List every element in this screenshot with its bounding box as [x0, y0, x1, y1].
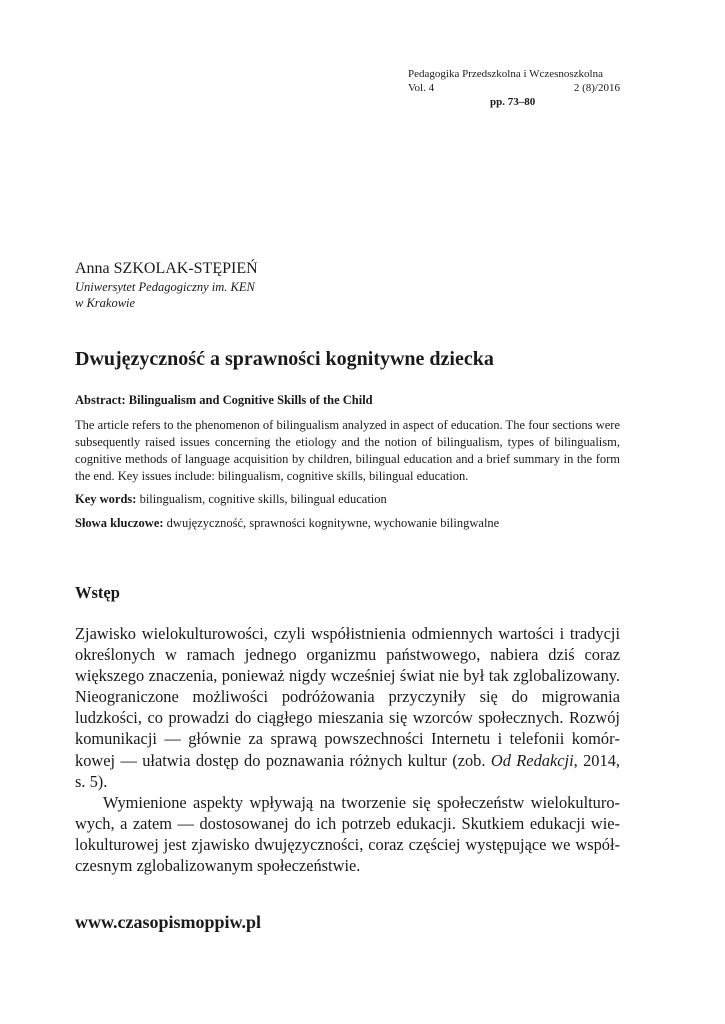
abstract-block	[75, 392, 620, 539]
author-block	[75, 259, 635, 311]
paragraph-1-text-b: , 2014, s. 5).	[75, 750, 620, 791]
slowa-kluczowe-line	[75, 515, 620, 532]
citation-od-redakcji: Od Redakcji	[490, 750, 574, 770]
article-title: Dwujęzyczność a sprawności kognitywne dziecka	[75, 348, 494, 370]
section-title: Wstęp	[75, 583, 120, 602]
volume-issue-row	[408, 81, 620, 95]
keywords-line	[75, 491, 620, 508]
abstract-body: The article refers to the phenomenon of bilingualism analyzed in aspect of education. The four sections were subsequently raised issues concerning the etiology and the notion of bilingualism, types of bilingualism, cognitive methods of language acquisition by children, bilingual education and a brief summary in the form the end. Key issues include: bilingualism, cognitive skills, bilingual education.	[75, 418, 620, 483]
paragraph-2: Wymienione aspekty wpływają na tworzenie się społeczeństw wielokulturowych, a zatem — dostosowanej do ich potrzeb edukacji. Skutkiem edukacji wielokulturowej jest zjawisko dwujęzyczności, coraz częściej występujące we współczesnym zglobalizowanym społeczeństwie.	[75, 792, 620, 876]
author-name: Anna SZKOLAK-STĘPIEŃ	[75, 260, 258, 277]
journal-header	[408, 67, 620, 109]
author-affiliation-line2: w Krakowie	[75, 296, 136, 310]
journal-name: Pedagogika Przedszkolna i Wczesnoszkolna	[408, 68, 603, 80]
abstract-heading: Abstract: Bilingualism and Cognitive Skills of the Child	[75, 393, 373, 407]
keywords-label: Key words:	[75, 492, 137, 506]
slowa-kluczowe-label: Słowa kluczowe:	[75, 516, 164, 530]
section-body	[75, 623, 620, 876]
paragraph-1-text-a: Zjawisko wielokulturowości, czyli współistnienia odmiennych wartości i tradycji określonych w ramach jednego organizmu państwowego, nabiera dziś coraz większego znaczenia, ponieważ nigdy wcześniej świat nie był tak zglobalizowany. Nieograniczone możliwości podróżowania przyczyniły się do migrowania ludzkości, co prowadzi do ciągłego mieszania się wzorców społecznych. Rozwój komunikacji — głównie za sprawą powszechności Internetu i telefonii komórkowej — ułatwia dostęp do poznawania różnych kultur (zob.	[75, 624, 620, 770]
journal-issue: 2 (8)/2016	[573, 82, 620, 94]
keywords-text: bilingualism, cognitive skills, bilingual education	[139, 492, 387, 506]
journal-pages: pp. 73–80	[490, 96, 536, 108]
author-affiliation-line1: Uniwersytet Pedagogiczny im. KEN	[75, 280, 255, 294]
slowa-kluczowe-text: dwujęzyczność, sprawności kognitywne, wychowanie bilingwalne	[166, 516, 500, 530]
paragraph-1	[75, 623, 620, 792]
journal-volume: Vol. 4	[408, 82, 435, 94]
footer-url: www.czasopismoppiw.pl	[75, 912, 262, 932]
